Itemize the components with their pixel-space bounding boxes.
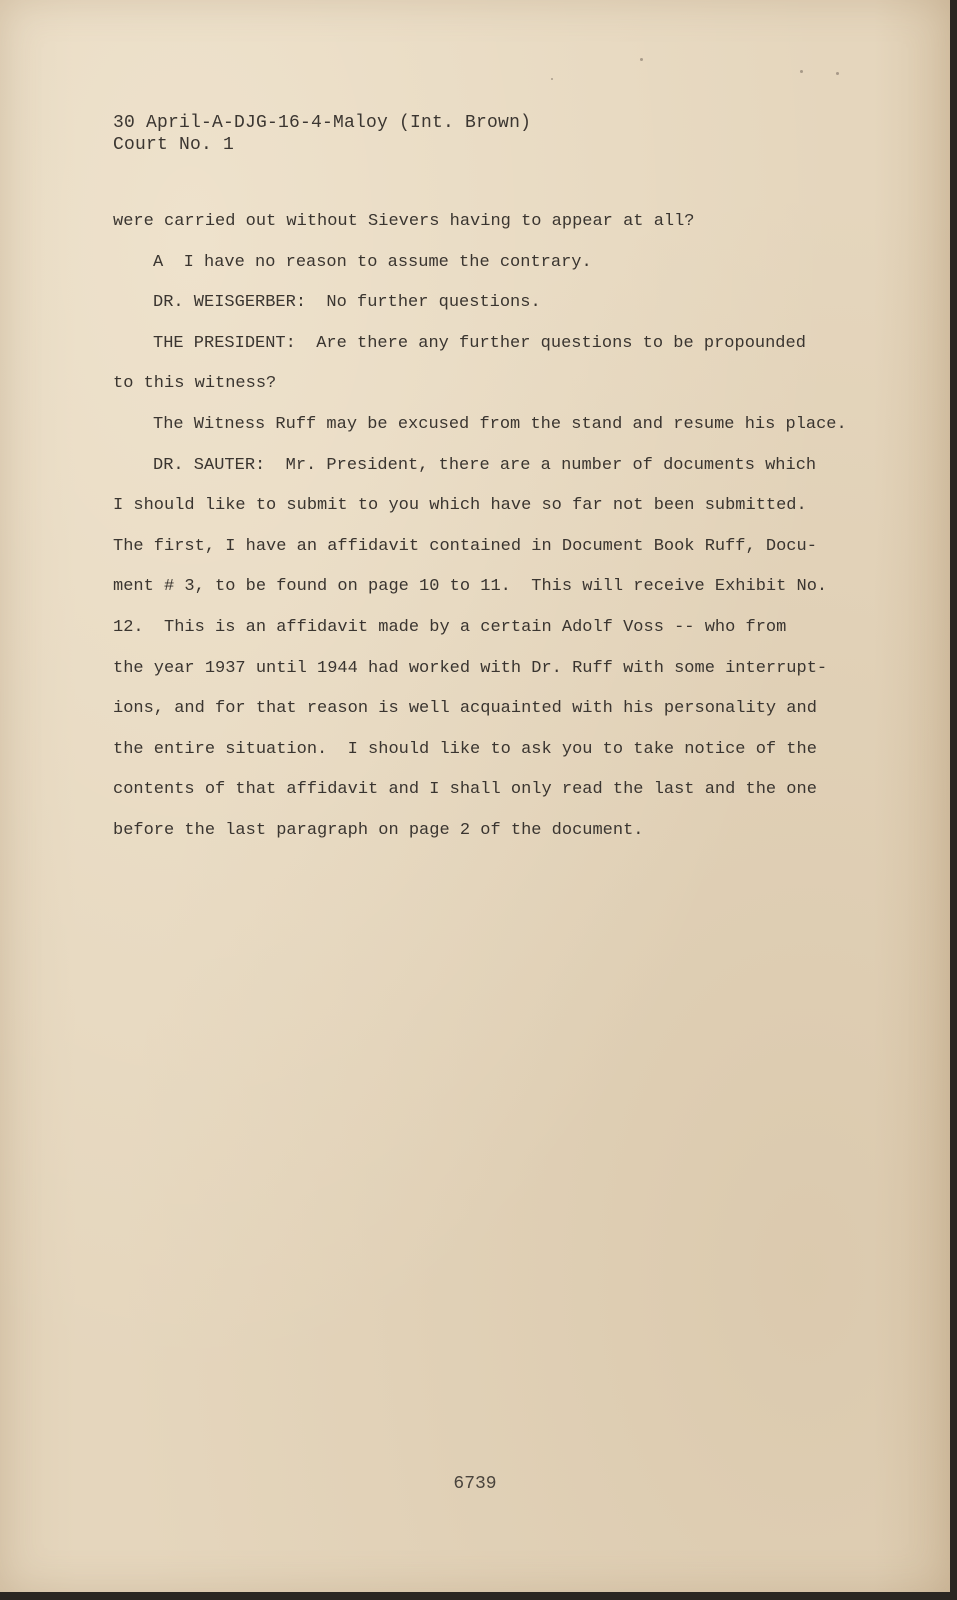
- header-reference: 30 April-A-DJG-16-4-Maloy (Int. Brown): [113, 113, 532, 133]
- transcript-line: the entire situation. I should like to ask you to take notice of the: [113, 739, 817, 759]
- paper-speck: [836, 72, 839, 75]
- transcript-line: THE PRESIDENT: Are there any further questions to be propounded: [153, 333, 806, 353]
- transcript-line: I should like to submit to you which have so far not been submitted.: [113, 496, 807, 516]
- transcript-line: DR. SAUTER: Mr. President, there are a number of documents which: [153, 455, 817, 475]
- paper-speck: [551, 78, 553, 80]
- transcript-line: contents of that affidavit and I shall only read the last and the one: [113, 780, 817, 800]
- transcript-line: A I have no reason to assume the contrary.: [153, 252, 592, 272]
- paper-speck: [640, 58, 643, 61]
- transcript-line: The first, I have an affidavit contained in Document Book Ruff, Docu-: [113, 536, 817, 556]
- header-court-number: Court No. 1: [113, 135, 235, 155]
- transcript-body: [113, 212, 853, 862]
- transcript-line: were carried out without Sievers having to appear at all?: [113, 212, 695, 231]
- transcript-line: to this witness?: [113, 374, 277, 394]
- transcript-line: ment # 3, to be found on page 10 to 11. This will receive Exhibit No.: [113, 577, 828, 597]
- transcript-line: 12. This is an affidavit made by a certain Adolf Voss -- who from: [113, 617, 787, 637]
- transcript-line: The Witness Ruff may be excused from the stand and resume his place.: [153, 414, 847, 434]
- transcript-line: ions, and for that reason is well acquainted with his personality and: [113, 699, 817, 719]
- page-number: 6739: [453, 1474, 497, 1494]
- paper-speck: [800, 70, 803, 73]
- transcript-line: DR. WEISGERBER: No further questions.: [153, 293, 541, 313]
- transcript-line: the year 1937 until 1944 had worked with Dr. Ruff with some interrupt-: [113, 658, 828, 678]
- document-header: [113, 112, 531, 156]
- transcript-line: before the last paragraph on page 2 of the document.: [113, 820, 644, 840]
